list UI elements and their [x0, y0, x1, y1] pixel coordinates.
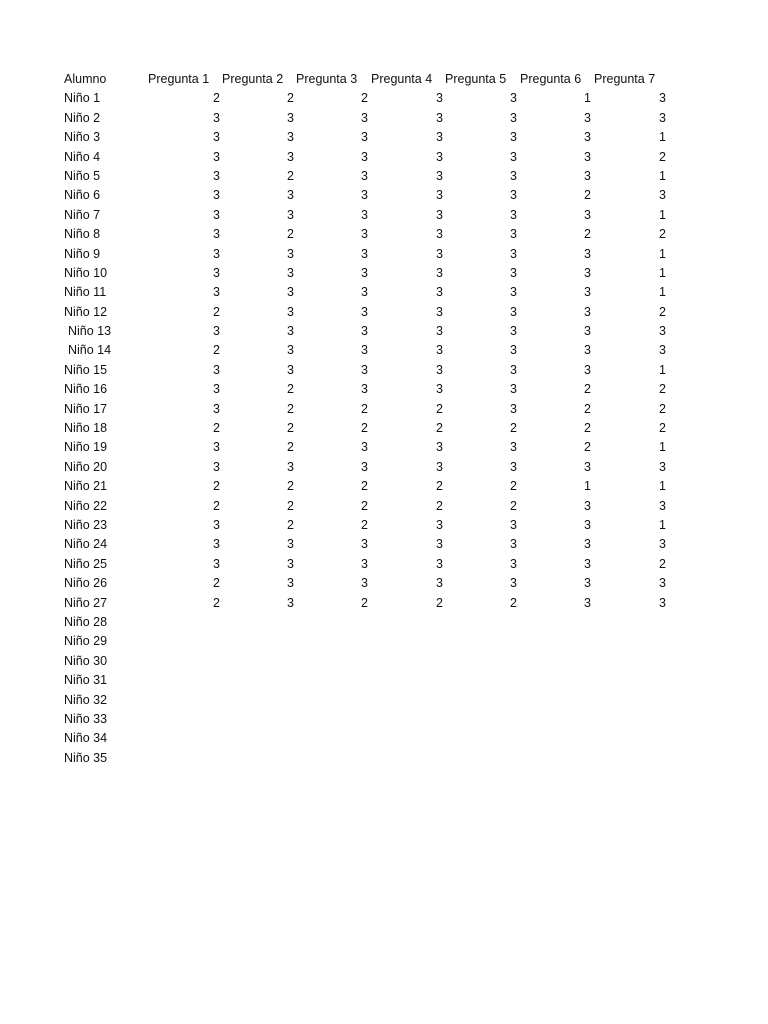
student-name-cell: Niño 11: [64, 285, 107, 300]
score-cell: 3: [436, 362, 443, 377]
student-name-cell: Niño 29: [64, 634, 108, 649]
table-row: [64, 245, 684, 264]
score-cell: 3: [584, 343, 591, 358]
score-cell: 3: [287, 188, 294, 203]
table-row: [64, 186, 684, 205]
score-cell: 3: [361, 537, 368, 552]
column-header-pregunta-6: Pregunta 6: [520, 72, 582, 86]
score-cell: 3: [510, 91, 517, 106]
score-cell: 2: [213, 479, 220, 494]
score-cell: 1: [584, 91, 591, 106]
score-cell: 2: [659, 227, 666, 242]
score-cell: 2: [436, 595, 443, 610]
score-cell: 2: [584, 188, 591, 203]
student-name-cell: Niño 1: [64, 91, 101, 106]
score-cell: 3: [213, 556, 220, 571]
score-cell: 1: [659, 517, 666, 532]
score-cell: 3: [287, 576, 294, 591]
header-row: [64, 70, 684, 89]
score-cell: 3: [213, 265, 220, 280]
student-name-cell: Niño 16: [64, 382, 108, 397]
score-cell: 2: [659, 421, 666, 436]
score-cell: 3: [361, 324, 368, 339]
score-cell: 3: [584, 517, 591, 532]
score-cell: 3: [659, 188, 666, 203]
score-cell: 3: [287, 324, 294, 339]
score-cell: 3: [436, 285, 443, 300]
score-cell: 2: [510, 595, 517, 610]
student-name-cell: Niño 31: [64, 673, 108, 688]
score-cell: 3: [213, 382, 220, 397]
score-cell: 3: [287, 343, 294, 358]
score-cell: 3: [584, 362, 591, 377]
table-row: [64, 749, 684, 768]
score-cell: 3: [510, 537, 517, 552]
student-name-cell: Niño 21: [64, 479, 108, 494]
student-name-cell: Niño 18: [64, 421, 108, 436]
student-name-cell: Niño 19: [64, 440, 108, 455]
score-cell: 3: [436, 91, 443, 106]
score-cell: 3: [436, 227, 443, 242]
score-cell: 3: [510, 110, 517, 125]
student-name-cell: Niño 5: [64, 168, 101, 183]
score-cell: 3: [436, 168, 443, 183]
score-cell: 3: [361, 556, 368, 571]
score-cell: 3: [436, 304, 443, 319]
score-cell: 3: [287, 207, 294, 222]
score-cell: 3: [436, 517, 443, 532]
score-cell: 3: [584, 498, 591, 513]
score-cell: 3: [213, 285, 220, 300]
score-cell: 3: [510, 246, 517, 261]
student-name-cell: Niño 28: [64, 614, 108, 629]
score-cell: 3: [510, 285, 517, 300]
table-row: [64, 89, 684, 108]
student-name-cell: Niño 22: [64, 498, 108, 513]
score-cell: 3: [361, 285, 368, 300]
score-cell: 3: [287, 265, 294, 280]
score-cell: 3: [510, 188, 517, 203]
score-cell: 3: [659, 537, 666, 552]
table-row: [64, 555, 684, 574]
score-cell: 3: [287, 149, 294, 164]
column-header-pregunta-5: Pregunta 5: [445, 72, 507, 86]
score-cell: 3: [584, 595, 591, 610]
score-cell: 2: [436, 479, 443, 494]
student-name-cell: Niño 33: [64, 711, 108, 726]
table-row: [64, 264, 684, 283]
student-name-cell: Niño 17: [64, 401, 108, 416]
score-cell: 1: [659, 479, 666, 494]
student-name-cell: Niño 13: [68, 324, 112, 339]
score-cell: 2: [287, 382, 294, 397]
score-cell: 3: [436, 149, 443, 164]
score-cell: 2: [659, 149, 666, 164]
score-cell: 2: [361, 401, 368, 416]
student-name-cell: Niño 12: [64, 304, 108, 319]
score-cell: 3: [510, 517, 517, 532]
score-cell: 2: [361, 595, 368, 610]
table-row: [64, 128, 684, 147]
student-name-cell: Niño 10: [64, 265, 108, 280]
score-cell: 3: [213, 517, 220, 532]
score-cell: 3: [436, 130, 443, 145]
table-row: [64, 671, 684, 690]
score-cell: 3: [436, 382, 443, 397]
score-cell: 2: [361, 421, 368, 436]
score-cell: 3: [584, 556, 591, 571]
score-cell: 3: [213, 168, 220, 183]
table-row: [64, 574, 684, 593]
score-cell: 3: [361, 362, 368, 377]
table-row: [64, 341, 684, 360]
score-cell: 3: [213, 110, 220, 125]
column-header-pregunta-2: Pregunta 2: [222, 72, 284, 86]
score-cell: 3: [287, 130, 294, 145]
score-cell: 3: [584, 130, 591, 145]
score-cell: 1: [659, 440, 666, 455]
score-cell: 2: [436, 498, 443, 513]
score-cell: 3: [510, 227, 517, 242]
score-cell: 3: [510, 149, 517, 164]
table-row: [64, 206, 684, 225]
table-row: [64, 652, 684, 671]
table-row: [64, 225, 684, 244]
score-cell: 2: [213, 304, 220, 319]
score-cell: 3: [510, 576, 517, 591]
score-cell: 3: [287, 556, 294, 571]
table-row: [64, 361, 684, 380]
score-cell: 3: [287, 304, 294, 319]
score-cell: 3: [436, 576, 443, 591]
score-cell: 3: [287, 459, 294, 474]
score-cell: 3: [361, 188, 368, 203]
score-cell: 3: [213, 149, 220, 164]
student-name-cell: Niño 3: [64, 130, 101, 145]
score-cell: 3: [361, 207, 368, 222]
score-cell: 2: [659, 401, 666, 416]
column-header-pregunta-7: Pregunta 7: [594, 72, 656, 86]
score-cell: 2: [213, 498, 220, 513]
score-cell: 2: [659, 304, 666, 319]
score-cell: 3: [287, 595, 294, 610]
score-cell: 1: [584, 479, 591, 494]
score-cell: 3: [659, 343, 666, 358]
score-cell: 3: [436, 537, 443, 552]
score-cell: 1: [659, 362, 666, 377]
score-cell: 3: [213, 537, 220, 552]
table-row: [64, 497, 684, 516]
table-row: [64, 594, 684, 613]
score-cell: 3: [659, 595, 666, 610]
score-cell: 3: [287, 285, 294, 300]
student-name-cell: Niño 15: [64, 362, 108, 377]
score-cell: 2: [361, 479, 368, 494]
table-row: [64, 613, 684, 632]
student-name-cell: Niño 35: [64, 750, 108, 765]
score-cell: 2: [436, 401, 443, 416]
score-cell: 3: [510, 304, 517, 319]
score-cell: 2: [361, 91, 368, 106]
table-row: [64, 729, 684, 748]
score-cell: 3: [510, 343, 517, 358]
score-cell: 3: [436, 110, 443, 125]
score-cell: 3: [436, 188, 443, 203]
score-cell: 2: [213, 91, 220, 106]
score-cell: 3: [361, 459, 368, 474]
score-cell: 3: [510, 362, 517, 377]
score-cell: 3: [584, 110, 591, 125]
score-cell: 2: [584, 227, 591, 242]
student-name-cell: Niño 24: [64, 537, 108, 552]
score-cell: 1: [659, 285, 666, 300]
score-cell: 3: [436, 324, 443, 339]
student-name-cell: Niño 27: [64, 595, 108, 610]
score-cell: 2: [361, 498, 368, 513]
table-row: [64, 477, 684, 496]
score-cell: 2: [213, 576, 220, 591]
score-cell: 1: [659, 130, 666, 145]
score-cell: 3: [584, 324, 591, 339]
score-cell: 2: [584, 401, 591, 416]
table-row: [64, 438, 684, 457]
student-name-cell: Niño 14: [68, 343, 112, 358]
score-cell: 3: [436, 207, 443, 222]
score-cell: 3: [584, 459, 591, 474]
score-cell: 2: [213, 421, 220, 436]
score-cell: 2: [287, 401, 294, 416]
score-cell: 3: [584, 265, 591, 280]
score-cell: 2: [287, 421, 294, 436]
score-cell: 3: [584, 207, 591, 222]
student-name-cell: Niño 4: [64, 149, 101, 164]
student-name-cell: Niño 9: [64, 246, 101, 261]
score-cell: 3: [213, 227, 220, 242]
student-name-cell: Niño 20: [64, 459, 108, 474]
score-cell: 3: [287, 246, 294, 261]
score-cell: 2: [584, 440, 591, 455]
table-row: [64, 458, 684, 477]
score-cell: 3: [659, 576, 666, 591]
table-row: [64, 380, 684, 399]
score-cell: 3: [361, 265, 368, 280]
score-cell: 2: [287, 440, 294, 455]
score-cell: 3: [287, 110, 294, 125]
table-row: [64, 283, 684, 302]
score-cell: 3: [510, 207, 517, 222]
score-cell: 3: [436, 556, 443, 571]
score-cell: 3: [361, 130, 368, 145]
score-cell: 3: [213, 130, 220, 145]
score-cell: 3: [213, 440, 220, 455]
column-header-pregunta-1: Pregunta 1: [148, 72, 210, 86]
student-name-cell: Niño 2: [64, 110, 101, 125]
score-cell: 1: [659, 246, 666, 261]
score-cell: 3: [287, 537, 294, 552]
score-cell: 3: [584, 246, 591, 261]
column-header-pregunta-4: Pregunta 4: [371, 72, 433, 86]
score-cell: 2: [287, 479, 294, 494]
score-cell: 3: [584, 537, 591, 552]
score-cell: 3: [213, 324, 220, 339]
score-cell: 2: [510, 421, 517, 436]
score-cell: 3: [436, 265, 443, 280]
score-cell: 3: [436, 440, 443, 455]
spreadsheet-table: [64, 70, 684, 768]
score-cell: 3: [361, 110, 368, 125]
score-cell: 3: [361, 576, 368, 591]
score-cell: 2: [510, 479, 517, 494]
student-name-cell: Niño 26: [64, 576, 108, 591]
score-cell: 3: [361, 149, 368, 164]
score-cell: 3: [213, 459, 220, 474]
score-cell: 3: [287, 362, 294, 377]
table-row: [64, 148, 684, 167]
score-cell: 2: [287, 498, 294, 513]
score-cell: 3: [659, 110, 666, 125]
score-cell: 3: [584, 168, 591, 183]
table-row: [64, 167, 684, 186]
score-cell: 2: [510, 498, 517, 513]
score-cell: 2: [287, 517, 294, 532]
score-cell: 3: [510, 168, 517, 183]
score-cell: 3: [584, 285, 591, 300]
score-cell: 2: [584, 421, 591, 436]
score-cell: 3: [510, 130, 517, 145]
student-name-cell: Niño 6: [64, 188, 101, 203]
score-cell: 2: [287, 91, 294, 106]
score-cell: 3: [584, 304, 591, 319]
score-cell: 3: [510, 459, 517, 474]
score-cell: 3: [510, 265, 517, 280]
student-name-cell: Niño 30: [64, 653, 108, 668]
student-name-cell: Niño 32: [64, 692, 108, 707]
score-cell: 3: [361, 168, 368, 183]
table-row: [64, 535, 684, 554]
score-cell: 2: [436, 421, 443, 436]
table-row: [64, 109, 684, 128]
column-header-pregunta-3: Pregunta 3: [296, 72, 358, 86]
table-row: [64, 322, 684, 341]
score-cell: 2: [287, 168, 294, 183]
score-cell: 3: [213, 188, 220, 203]
score-cell: 3: [510, 324, 517, 339]
table-row: [64, 691, 684, 710]
table-row: [64, 710, 684, 729]
table-row: [64, 632, 684, 651]
score-cell: 3: [659, 459, 666, 474]
score-cell: 3: [361, 343, 368, 358]
score-cell: 3: [510, 440, 517, 455]
score-cell: 3: [584, 576, 591, 591]
score-cell: 3: [361, 246, 368, 261]
score-cell: 3: [436, 246, 443, 261]
student-name-cell: Niño 25: [64, 556, 108, 571]
score-cell: 3: [510, 382, 517, 397]
score-cell: 3: [659, 324, 666, 339]
table-row: [64, 419, 684, 438]
score-cell: 3: [361, 304, 368, 319]
score-cell: 3: [213, 401, 220, 416]
table-row: [64, 516, 684, 535]
score-cell: 1: [659, 207, 666, 222]
score-cell: 2: [213, 343, 220, 358]
column-header-alumno: Alumno: [64, 72, 107, 86]
score-cell: 1: [659, 168, 666, 183]
student-name-cell: Niño 34: [64, 731, 108, 746]
score-cell: 1: [659, 265, 666, 280]
student-name-cell: Niño 8: [64, 227, 101, 242]
score-cell: 3: [213, 362, 220, 377]
score-cell: 3: [659, 91, 666, 106]
score-cell: 2: [213, 595, 220, 610]
score-cell: 3: [213, 246, 220, 261]
score-cell: 2: [584, 382, 591, 397]
score-cell: 2: [287, 227, 294, 242]
table-row: [64, 400, 684, 419]
score-cell: 3: [361, 382, 368, 397]
score-cell: 3: [510, 401, 517, 416]
score-cell: 3: [584, 149, 591, 164]
score-cell: 3: [361, 227, 368, 242]
score-cell: 2: [659, 382, 666, 397]
score-cell: 3: [510, 556, 517, 571]
student-name-cell: Niño 23: [64, 517, 108, 532]
score-cell: 3: [436, 343, 443, 358]
score-cell: 3: [659, 498, 666, 513]
score-cell: 2: [659, 556, 666, 571]
score-cell: 3: [436, 459, 443, 474]
score-cell: 3: [361, 440, 368, 455]
score-cell: 3: [213, 207, 220, 222]
score-cell: 2: [361, 517, 368, 532]
table-row: [64, 303, 684, 322]
student-name-cell: Niño 7: [64, 207, 101, 222]
